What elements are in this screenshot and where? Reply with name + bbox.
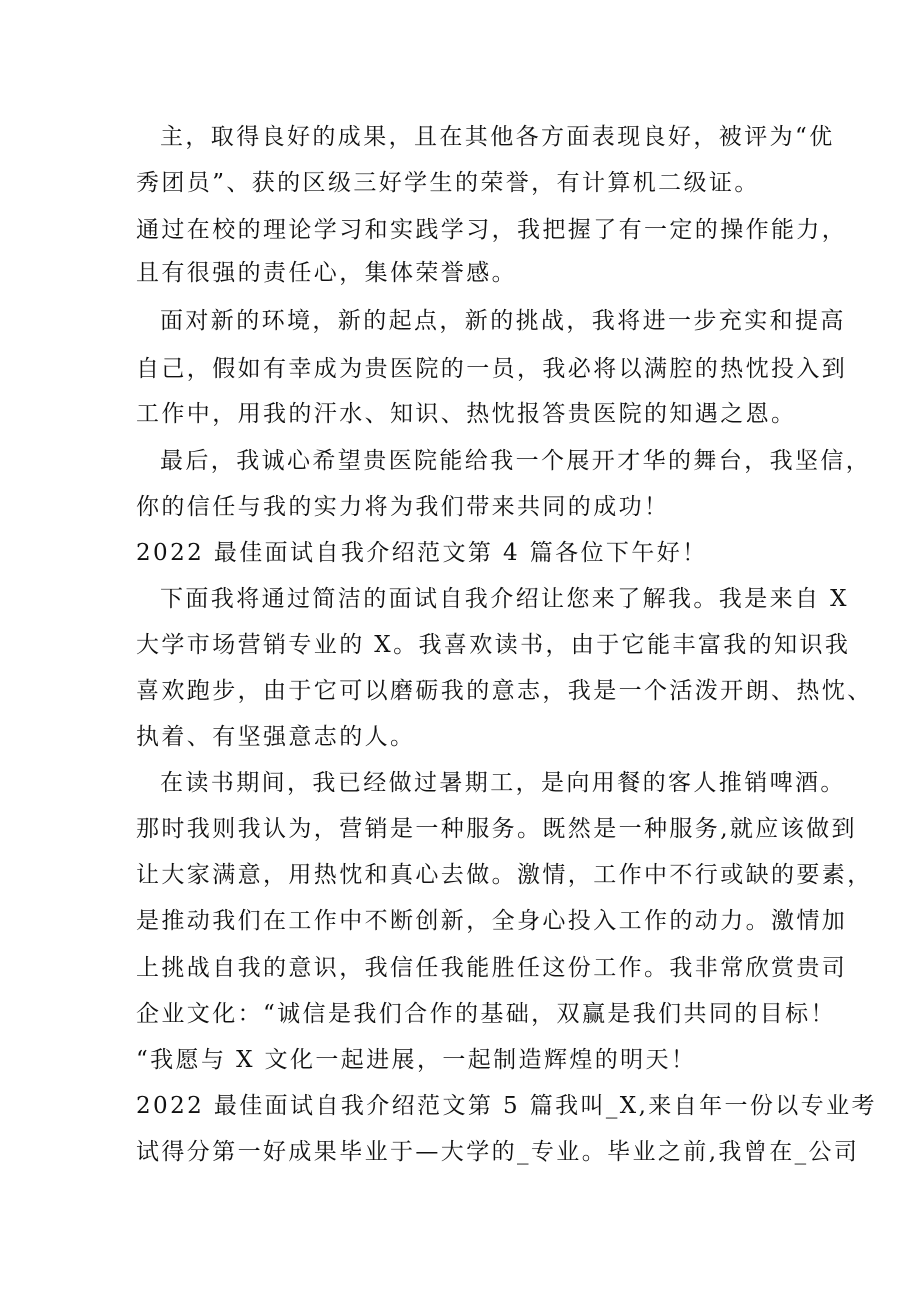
text-line: “我愿与 X 文化一起进展，一起制造辉煌的明天！ xyxy=(136,1047,697,1073)
text-line: 自己，假如有幸成为贵医院的一员，我必将以满腔的热忱投入到 xyxy=(136,356,848,382)
text-line: 下面我将通过简洁的面试自我介绍让您来了解我。我是来自 X xyxy=(160,586,849,612)
section-heading: 2022 最佳面试自我介绍范文第 4 篇各位下午好！ xyxy=(136,540,708,566)
text-line: 主，取得良好的成果，且在其他各方面表现良好，被评为“优 xyxy=(160,124,835,150)
text-line: 秀团员”、获的区级三好学生的荣誉，有计算机二级证。 xyxy=(136,170,760,196)
text-line: 大学市场营销专业的 X。我喜欢读书，由于它能丰富我的知识我 xyxy=(136,632,851,658)
section-heading: 2022 最佳面试自我介绍范文第 5 篇我叫_X,来自年一份以专业考 xyxy=(136,1093,877,1119)
text-line: 最后，我诚心希望贵医院能给我一个展开才华的舞台，我坚信， xyxy=(160,448,872,474)
text-line: 让大家满意，用热忱和真心去做。激情，工作中不行或缺的要素， xyxy=(136,862,873,888)
text-line: 工作中，用我的汗水、知识、热忱报答贵医院的知遇之恩。 xyxy=(136,401,797,427)
text-line: 你的信任与我的实力将为我们带来共同的成功！ xyxy=(136,494,670,520)
text-line: 企业文化：“诚信是我们合作的基础，双赢是我们共同的目标！ xyxy=(136,1001,836,1027)
text-line: 执着、有坚强意志的人。 xyxy=(136,724,416,750)
text-line: 那时我则我认为，营销是一种服务。既然是一种服务,就应该做到 xyxy=(136,816,857,842)
text-line: 上挑战自我的意识，我信任我能胜任这份工作。我非常欣赏贵司 xyxy=(136,955,848,981)
text-line: 通过在校的理论学习和实践学习，我把握了有一定的操作能力， xyxy=(136,217,848,243)
text-line: 喜欢跑步，由于它可以磨砺我的意志，我是一个活泼开朗、热忱、 xyxy=(136,678,873,704)
text-line: 且有很强的责任心，集体荣誉感。 xyxy=(136,260,517,286)
text-line: 面对新的环境，新的起点，新的挑战，我将进一步充实和提高 xyxy=(160,308,846,334)
text-line: 在读书期间，我已经做过暑期工，是向用餐的客人推销啤酒。 xyxy=(160,770,846,796)
text-line: 试得分第一好成果毕业于—大学的_专业。毕业之前,我曾在_公司 xyxy=(136,1139,860,1165)
text-line: 是推动我们在工作中不断创新，全身心投入工作的动力。激情加 xyxy=(136,908,848,934)
